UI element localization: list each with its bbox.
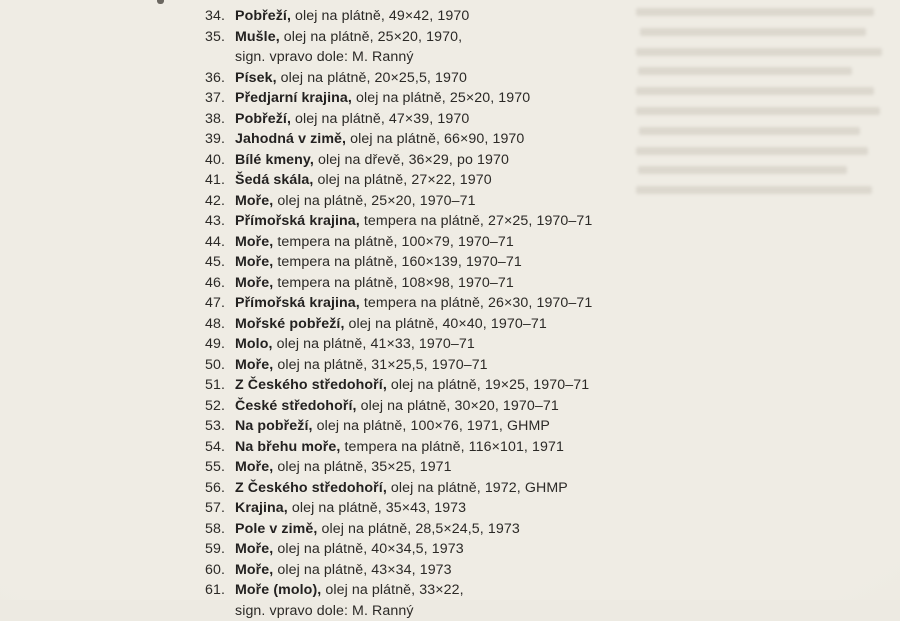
item-detail: olej na plátně, 35×43, 1973 [288,500,466,516]
list-item [205,355,845,376]
list-item [205,191,845,212]
item-text [235,560,452,581]
item-text [235,437,564,458]
item-text [235,252,522,273]
item-title: Moře, [235,562,273,578]
item-number: 60. [205,560,235,581]
item-title: Moře, [235,357,273,373]
item-title: Na pobřeží, [235,418,313,434]
item-detail: olej na plátně, 19×25, 1970–71 [387,377,589,393]
item-continuation: sign. vpravo dole: M. Ranný [235,47,462,68]
item-number: 59. [205,539,235,560]
list-item [205,27,845,68]
item-number: 53. [205,416,235,437]
item-number: 36. [205,68,235,89]
item-detail: olej na plátně, 47×39, 1970 [291,111,469,127]
item-detail: olej na plátně, 35×25, 1971 [273,459,451,475]
item-detail: olej na plátně, 43×34, 1973 [273,562,451,578]
item-title: Bílé kmeny, [235,152,314,168]
list-item [205,539,845,560]
list-item [205,232,845,253]
item-detail: tempera na plátně, 160×139, 1970–71 [273,254,522,270]
item-number: 42. [205,191,235,212]
item-text [235,539,464,560]
item-detail: olej na plátně, 20×25,5, 1970 [277,70,467,86]
item-number: 52. [205,396,235,417]
item-text [235,416,550,437]
item-title: Pole v zimě, [235,521,317,537]
item-detail: olej na plátně, 25×20, 1970, [280,29,462,45]
item-title: Pobřeží, [235,111,291,127]
item-title: Moře, [235,193,273,209]
list-item [205,416,845,437]
item-title: Mušle, [235,29,280,45]
item-detail: tempera na plátně, 116×101, 1971 [340,439,564,455]
item-number: 44. [205,232,235,253]
item-text [235,191,476,212]
item-detail: tempera na plátně, 100×79, 1970–71 [273,234,514,250]
item-title: Přímořská krajina, [235,295,360,311]
item-title: Mořské pobřeží, [235,316,345,332]
item-title: Z Českého středohoří, [235,480,387,496]
list-item [205,252,845,273]
item-detail: olej na plátně, 28,5×24,5, 1973 [317,521,519,537]
item-detail: olej na plátně, 25×20, 1970 [352,90,530,106]
item-text [235,232,514,253]
item-title: Pobřeží, [235,8,291,24]
item-continuation: sign. vpravo dole: M. Ranný [235,601,464,621]
item-text [235,375,589,396]
item-number: 54. [205,437,235,458]
item-detail: tempera na plátně, 108×98, 1970–71 [273,275,514,291]
item-text [235,498,466,519]
list-item [205,314,845,335]
item-number: 35. [205,27,235,48]
item-text [235,211,592,232]
item-number: 37. [205,88,235,109]
list-item [205,580,845,621]
item-title: Písek, [235,70,277,86]
item-detail: olej na plátně, 25×20, 1970–71 [273,193,475,209]
item-detail: olej na plátně, 40×34,5, 1973 [273,541,463,557]
item-detail: olej na plátně, 27×22, 1970 [313,172,491,188]
item-number: 38. [205,109,235,130]
item-detail: olej na dřevě, 36×29, po 1970 [314,152,509,168]
item-title: Krajina, [235,500,288,516]
item-text [235,6,469,27]
item-title: Moře, [235,275,273,291]
item-title: Moře (molo), [235,582,321,598]
item-text [235,314,547,335]
item-text [235,396,559,417]
item-detail: olej na plátně, 30×20, 1970–71 [357,398,559,414]
item-text [235,68,467,89]
item-text [235,355,488,376]
item-text [235,293,592,314]
list-item [205,68,845,89]
item-text [235,580,464,621]
item-detail: olej na plátně, 40×40, 1970–71 [345,316,547,332]
item-number: 47. [205,293,235,314]
item-title: Moře, [235,459,273,475]
item-number: 50. [205,355,235,376]
list-item [205,129,845,150]
item-text [235,334,475,355]
list-item [205,109,845,130]
list-item [205,437,845,458]
list-item [205,375,845,396]
artwork-list [205,6,845,621]
item-detail: tempera na plátně, 26×30, 1970–71 [360,295,593,311]
item-title: Předjarní krajina, [235,90,352,106]
item-number: 55. [205,457,235,478]
item-title: Moře, [235,234,273,250]
list-item [205,88,845,109]
item-detail: olej na plátně, 1972, GHMP [387,480,568,496]
list-item [205,519,845,540]
list-item [205,498,845,519]
item-detail: olej na plátně, 49×42, 1970 [291,8,469,24]
item-title: Moře, [235,541,273,557]
item-detail: olej na plátně, 33×22, [321,582,463,598]
item-number: 46. [205,273,235,294]
list-item [205,293,845,314]
item-number: 43. [205,211,235,232]
item-text [235,88,530,109]
item-number: 34. [205,6,235,27]
item-number: 58. [205,519,235,540]
item-number: 39. [205,129,235,150]
list-item [205,211,845,232]
list-item [205,273,845,294]
list-item [205,334,845,355]
item-title: Molo, [235,336,273,352]
item-text [235,519,520,540]
item-text [235,27,462,68]
item-title: Šedá skála, [235,172,313,188]
scan-artifact [157,0,164,4]
list-item [205,560,845,581]
item-number: 49. [205,334,235,355]
item-number: 40. [205,150,235,171]
item-number: 61. [205,580,235,601]
item-number: 57. [205,498,235,519]
list-item [205,170,845,191]
item-text [235,150,509,171]
list-item [205,478,845,499]
item-text [235,129,524,150]
item-title: České středohoří, [235,398,357,414]
item-detail: tempera na plátně, 27×25, 1970–71 [360,213,593,229]
item-number: 41. [205,170,235,191]
item-number: 56. [205,478,235,499]
list-item [205,396,845,417]
item-title: Z Českého středohoří, [235,377,387,393]
item-title: Přímořská krajina, [235,213,360,229]
item-text [235,478,568,499]
item-text [235,457,452,478]
item-text [235,170,492,191]
item-title: Jahodná v zimě, [235,131,346,147]
list-item [205,6,845,27]
item-detail: olej na plátně, 41×33, 1970–71 [273,336,475,352]
item-number: 45. [205,252,235,273]
item-title: Moře, [235,254,273,270]
item-detail: olej na plátně, 66×90, 1970 [346,131,524,147]
item-text [235,273,514,294]
item-detail: olej na plátně, 31×25,5, 1970–71 [273,357,487,373]
list-item [205,150,845,171]
item-detail: olej na plátně, 100×76, 1971, GHMP [313,418,550,434]
item-text [235,109,469,130]
item-number: 51. [205,375,235,396]
list-item [205,457,845,478]
item-title: Na břehu moře, [235,439,340,455]
item-number: 48. [205,314,235,335]
